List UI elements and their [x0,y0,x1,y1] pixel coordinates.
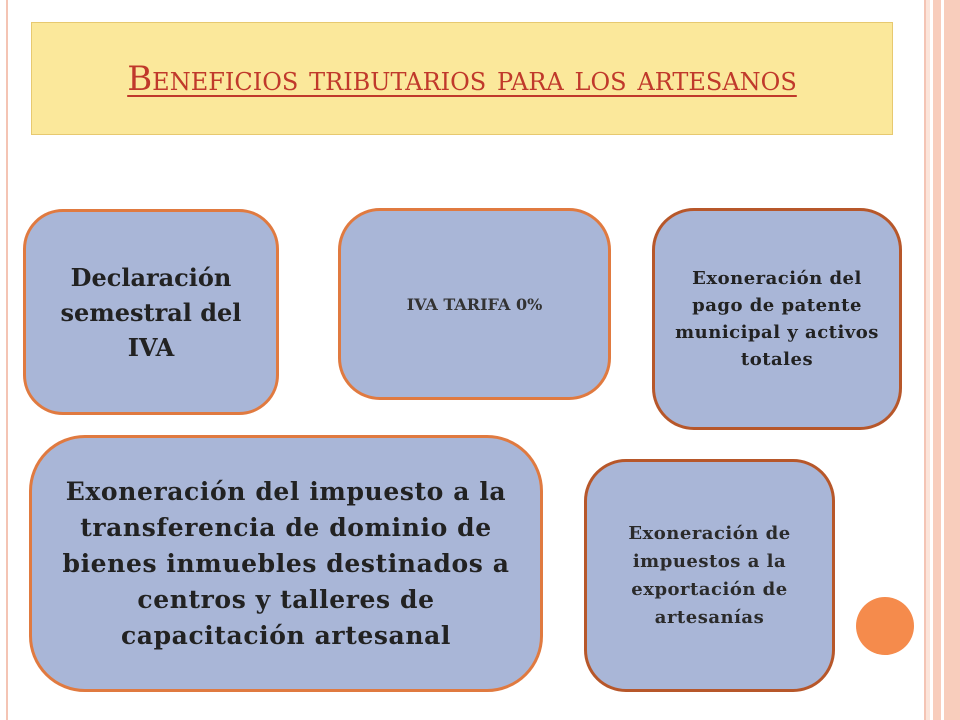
title-box [31,22,893,135]
slide-title: Beneficios tributarios para los artesanos [127,58,797,99]
box-exoneracion-exportacion [584,459,835,692]
box-declaracion-text: Declaración semestral del IVA [60,262,242,362]
decorative-stripes [926,0,960,720]
box-patente-text: Exoneración del pago de patente municipal y activos totales [675,268,879,370]
box-exoneracion-transferencia [29,435,543,692]
box-exportacion-text: Exoneración de impuestos a la exportación de artesanías [628,522,791,628]
decorative-circle-icon [856,597,914,655]
box-exoneracion-patente [652,208,902,430]
box-declaracion-semestral [23,209,279,415]
box-iva-text: IVA TARIFA 0% [406,294,543,314]
box-transferencia-text: Exoneración del impuesto a la transferencia de dominio de bienes inmuebles destinados a centros y talleres de capacitación artesanal [62,476,510,650]
box-iva-tarifa [338,208,611,400]
